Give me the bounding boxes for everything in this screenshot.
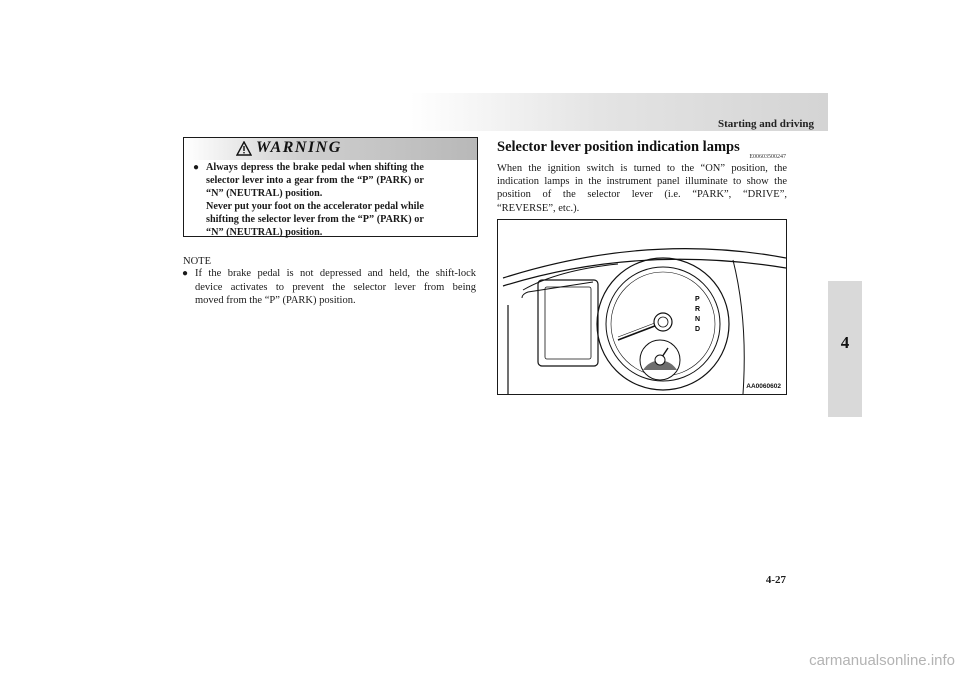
- chapter-tab: [828, 281, 862, 417]
- page-number: 4-27: [765, 574, 786, 586]
- section-line: position of the selector lever (i.e. “PARK”, “DRIVE”,: [497, 189, 787, 201]
- section-text: [497, 162, 787, 215]
- warning-triangle-icon: [236, 141, 252, 156]
- note-text: [182, 267, 477, 308]
- gear-letter-p: P: [695, 296, 700, 303]
- reference-code: E00603500247: [749, 154, 786, 160]
- warning-line: “N” (NEUTRAL) position.: [206, 227, 323, 238]
- watermark-link[interactable]: carmanualsonline.info: [809, 652, 955, 669]
- warning-title: WARNING: [256, 139, 342, 156]
- section-line: indication lamps in the instrument panel illuminate to show the: [497, 176, 787, 188]
- section-line: When the ignition switch is turned to the “ON” position, the: [497, 163, 787, 174]
- warning-text: [193, 161, 473, 239]
- warning-line: Always depress the brake pedal when shifting the: [206, 162, 424, 173]
- warning-line: shifting the selector lever from the “P” (PARK) or: [206, 214, 424, 225]
- section-header-title: Starting and driving: [718, 118, 814, 130]
- section-title: Selector lever position indication lamps: [497, 139, 740, 155]
- instrument-cluster-illustration: [498, 220, 786, 394]
- gear-letter-r: R: [695, 306, 701, 313]
- note-line: If the brake pedal is not depressed and held, the shift-lock: [195, 268, 476, 279]
- figure-code: AA0060602: [746, 383, 781, 390]
- instrument-cluster-figure: [497, 219, 787, 395]
- warning-box: [183, 137, 478, 237]
- gear-letter-d: D: [695, 326, 701, 333]
- note-line: moved from the “P” (PARK) position.: [195, 295, 356, 306]
- note-label: NOTE: [183, 256, 211, 267]
- gear-letter-n: N: [695, 316, 701, 323]
- chapter-number: 4: [840, 333, 850, 352]
- bullet-icon: ●: [193, 162, 200, 173]
- bullet-icon: ●: [182, 268, 189, 279]
- section-line: “REVERSE”, etc.).: [497, 202, 580, 214]
- warning-line: Never put your foot on the accelerator pedal while: [206, 201, 424, 212]
- warning-line: selector lever into a gear from the “P” (PARK) or: [206, 175, 424, 186]
- note-line: device activates to prevent the selector lever from being: [195, 281, 476, 293]
- warning-line: “N” (NEUTRAL) position.: [206, 188, 323, 199]
- warning-header: [184, 138, 477, 160]
